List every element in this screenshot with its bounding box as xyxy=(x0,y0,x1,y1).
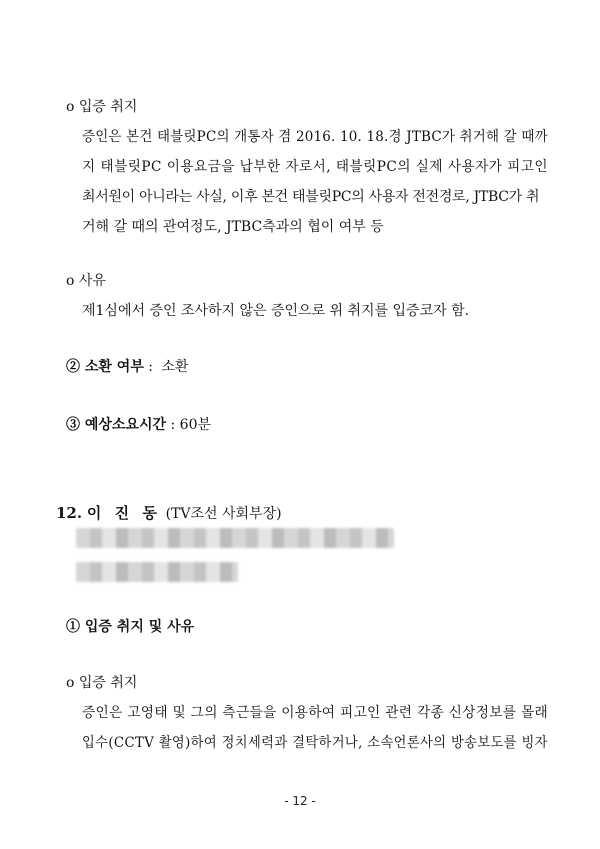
purpose-line-2-2: 입수(CCTV 촬영)하여 정치세력과 결탁하거나, 소속언론사의 방송보도를 빙자 xyxy=(82,735,548,751)
time-value: 60분 xyxy=(179,417,211,433)
purpose-label: ο 입증 취지 xyxy=(66,99,138,115)
summon-row xyxy=(66,356,189,376)
page-number: - 12 - xyxy=(284,794,316,808)
purpose-heading: ① 입증 취지 및 사유 xyxy=(66,619,195,635)
witness-number: 12. xyxy=(56,504,83,522)
purpose-label-2: ο 입증 취지 xyxy=(66,675,138,691)
witness-affiliation: (TV조선 사회부장) xyxy=(165,506,282,522)
witness-name: 이 진 동 xyxy=(86,504,161,522)
reason-text: 제1심에서 증인 조사하지 않은 증인으로 위 취지를 입증코자 함. xyxy=(82,303,470,319)
redacted-block-1 xyxy=(76,528,394,548)
reason-label: ο 사유 xyxy=(66,273,106,289)
purpose-line-1: 증인은 본건 태블릿PC의 개통자 겸 2016. 10. 18.경 JTBC가 취거해 갈 때까 xyxy=(82,129,548,145)
time-label: ③ 예상소요시간 xyxy=(66,417,167,433)
witness-title xyxy=(56,502,282,523)
purpose-line-2: 지 태블릿PC 이용요금을 납부한 자로서, 태블릿PC의 실제 사용자가 피고인 xyxy=(82,159,549,175)
time-separator: : xyxy=(166,417,180,433)
redacted-block-2 xyxy=(76,562,238,582)
summon-label: ② 소환 여부 xyxy=(66,359,144,375)
time-row xyxy=(66,414,211,434)
purpose-line-3: 최서원이 아니라는 사실, 이후 본건 태블릿PC의 사용자 전전경로, JTBC가 취 xyxy=(82,189,540,205)
summon-separator: : xyxy=(143,359,158,375)
summon-value: 소환 xyxy=(161,359,189,375)
purpose-line-4: 거해 갈 때의 관여정도, JTBC측과의 협이 여부 등 xyxy=(82,219,384,235)
purpose-line-2-1: 증인은 고영태 및 그의 측근들을 이용하여 피고인 관련 각종 신상정보를 몰래 xyxy=(82,705,549,721)
